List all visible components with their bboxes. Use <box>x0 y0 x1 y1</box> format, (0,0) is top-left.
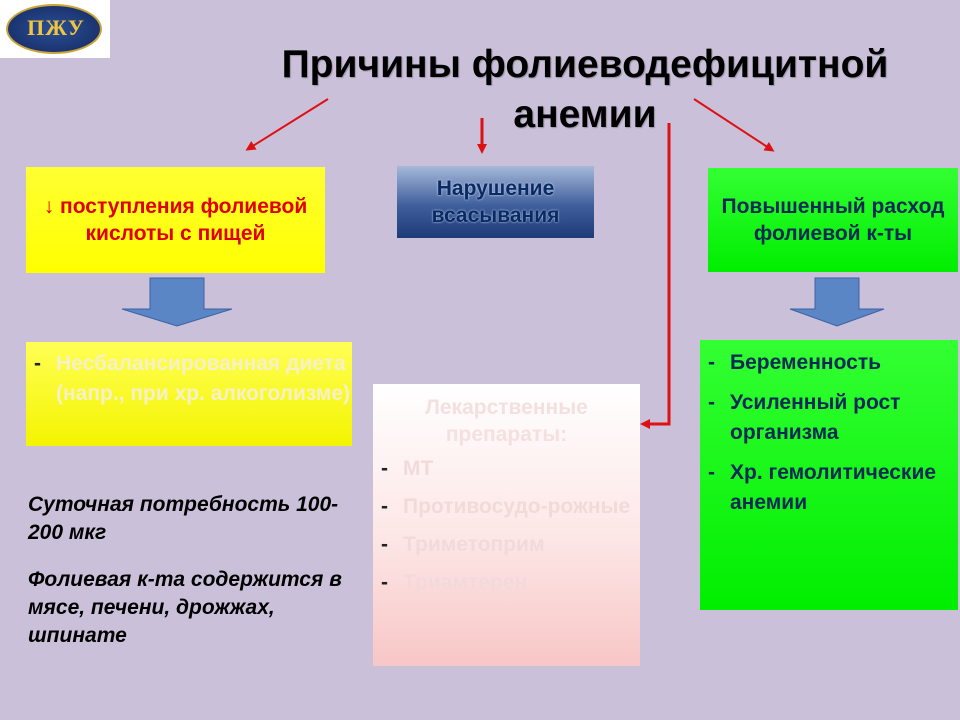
cause-consumption-text: Повышенный расход фолиевой к-ты <box>721 195 945 245</box>
diet-panel <box>26 342 352 446</box>
cause-intake-box <box>26 167 325 273</box>
consumption-panel <box>700 340 958 610</box>
list-item: - Несбалансированная диета (напр., при хр. алкоголизме) <box>26 349 352 409</box>
down-arrow-right <box>790 278 884 326</box>
drugs-panel <box>373 384 640 666</box>
logo-text: ПЖУ <box>27 15 85 40</box>
down-arrow-left <box>122 278 232 326</box>
page-title: Причины фолиеводефицитной анемии <box>281 43 889 136</box>
drugs-heading: Лекарственные препараты: <box>425 396 588 446</box>
arrow-to-consumption <box>694 99 772 150</box>
list-item: - Хр. гемолитические анемии <box>700 458 958 518</box>
cause-absorption-box <box>397 166 594 238</box>
list-item: - Беременность <box>700 348 958 378</box>
list-item: - Усиленный рост организма <box>700 388 958 448</box>
cause-absorption-text: Нарушение всасывания <box>431 177 560 227</box>
sources-note: Фолиевая к-та содержится в мясе, печени, дрожжах, шпинате <box>28 568 342 647</box>
list-item: - Триметоприм <box>373 530 640 560</box>
arrow-to-drugs <box>643 123 669 424</box>
daily-need-note: Суточная потребность 100-200 мкг <box>28 493 339 544</box>
list-item: - Противосудо-рожные <box>373 492 640 522</box>
arrow-to-intake <box>248 99 328 149</box>
list-item: - Триамтерен <box>373 568 640 598</box>
cause-intake-text: ↓ поступления фолиевой кислоты с пищей <box>43 195 308 245</box>
cause-consumption-box <box>708 168 958 272</box>
list-item: - МТ <box>373 454 640 484</box>
